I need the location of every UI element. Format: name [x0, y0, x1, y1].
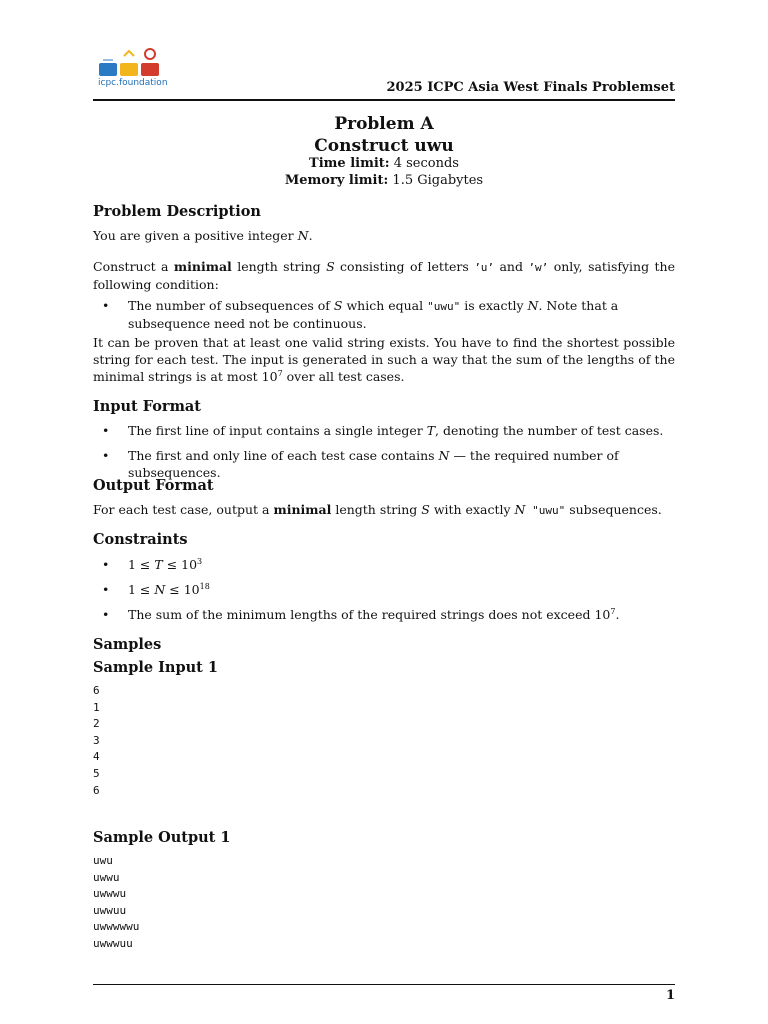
- sample-input-code: 6 1 2 3 4 5 6: [93, 684, 100, 797]
- memory-limit-label: Memory limit:: [284, 173, 389, 188]
- input-format-heading: Input Format: [93, 398, 201, 415]
- item2-b: — the required number of subsequences.: [128, 448, 619, 480]
- c1-exp: 3: [197, 556, 203, 566]
- problem-label: Problem A: [334, 114, 434, 134]
- construct-bold: minimal: [173, 259, 232, 274]
- out-str: "uwu": [525, 504, 566, 517]
- description-proof: [93, 334, 675, 385]
- proof-b: over all test cases.: [282, 369, 405, 384]
- time-limit-value: 4 seconds: [393, 156, 459, 171]
- time-limit-label: Time limit:: [309, 156, 390, 171]
- cond-var-s: S: [333, 298, 343, 313]
- out-b: length string: [331, 502, 422, 517]
- out-var-s: S: [421, 502, 430, 517]
- proof-a: It can be proven that at least one valid string exists. You have to find the shortest possible string for each test. The input is generated in such a way that the sum of the lengths of the minimal strings is at most 10: [93, 335, 675, 384]
- time-limit: [93, 156, 675, 171]
- cond-a: The number of subsequences of: [128, 298, 334, 313]
- sample-output-code: uwu uwwu uwwwu uwwuu uwwwwwu uwwwuu: [93, 854, 140, 950]
- c1-b: ≤ 10: [162, 557, 198, 572]
- construct-and: and: [494, 259, 529, 274]
- bullet-icon: •: [102, 557, 110, 572]
- construct-d: only, satisfying the following condition:: [93, 259, 675, 292]
- memory-limit: [93, 173, 675, 188]
- condition-item: [102, 297, 675, 332]
- construct-c: consisting of letters: [334, 259, 475, 274]
- item2-a: The first and only line of each test case contains: [128, 448, 439, 463]
- c3-exp: 7: [610, 606, 616, 616]
- input-item-2: [102, 447, 675, 481]
- letter-w: ’w’: [528, 261, 549, 274]
- logo-text: icpc.foundation: [98, 78, 168, 88]
- constraint-2: [102, 581, 675, 598]
- item1-a: The first line of input contains a single integer: [128, 423, 427, 438]
- cond-b: which equal: [342, 298, 428, 313]
- cond-str: "uwu": [427, 300, 461, 313]
- c1-a: 1 ≤: [128, 557, 155, 572]
- c3-b: .: [615, 607, 620, 622]
- description-given: [93, 227, 675, 244]
- description-heading: Problem Description: [93, 203, 261, 220]
- constraints-heading: Constraints: [93, 531, 188, 548]
- problem-page: [93, 0, 675, 1024]
- construct-var: S: [326, 259, 335, 274]
- output-format-heading: Output Format: [93, 477, 214, 494]
- problem-name: Construct uwu: [314, 136, 454, 156]
- constraint-3: [102, 606, 675, 623]
- output-format-text: [93, 501, 675, 519]
- bullet-icon: •: [102, 582, 110, 597]
- header-rule: [93, 99, 675, 101]
- cond-d: . Note that a subsequence need not be continuous.: [128, 298, 619, 331]
- sample-input-heading: Sample Input 1: [93, 659, 218, 676]
- out-d: subsequences.: [565, 502, 662, 517]
- given-var: N: [297, 228, 309, 243]
- out-c: with exactly: [429, 502, 515, 517]
- header-title: 2025 ICPC Asia West Finals Problemset: [386, 80, 675, 95]
- bullet-icon: •: [102, 607, 110, 622]
- item1-var: T: [426, 423, 436, 438]
- c3-a: The sum of the minimum lengths of the required strings does not exceed 10: [128, 607, 611, 622]
- constraint-1: [102, 556, 675, 573]
- page-number: 1: [665, 988, 675, 1003]
- bullet-icon: •: [102, 448, 110, 463]
- c2-exp: 18: [199, 581, 210, 591]
- letter-u: ’u’: [474, 261, 495, 274]
- item2-var: N: [438, 448, 450, 463]
- proof-exp: 7: [277, 368, 283, 378]
- c1-var: T: [154, 557, 163, 572]
- out-var-n: N: [514, 502, 526, 517]
- bullet-icon: •: [102, 298, 110, 313]
- c2-b: ≤ 10: [165, 582, 200, 597]
- cond-var-n: N: [527, 298, 539, 313]
- cond-c: is exactly: [460, 298, 528, 313]
- construct-b: length string: [231, 259, 327, 274]
- samples-heading: Samples: [93, 636, 162, 653]
- bullet-icon: •: [102, 423, 110, 438]
- description-construct: [93, 258, 675, 293]
- item1-b: , denoting the number of test cases.: [435, 423, 664, 438]
- footer-rule: [93, 984, 675, 985]
- given-text-a: You are given a positive integer: [93, 228, 298, 243]
- given-text-b: .: [308, 228, 313, 243]
- out-bold: minimal: [273, 502, 332, 517]
- out-a: For each test case, output a: [93, 502, 274, 517]
- input-item-1: [102, 422, 675, 439]
- c2-var: N: [154, 582, 166, 597]
- memory-limit-value: 1.5 Gigabytes: [392, 173, 484, 188]
- construct-a: Construct a: [93, 259, 174, 274]
- sample-output-heading: Sample Output 1: [93, 829, 231, 846]
- c2-a: 1 ≤: [128, 582, 155, 597]
